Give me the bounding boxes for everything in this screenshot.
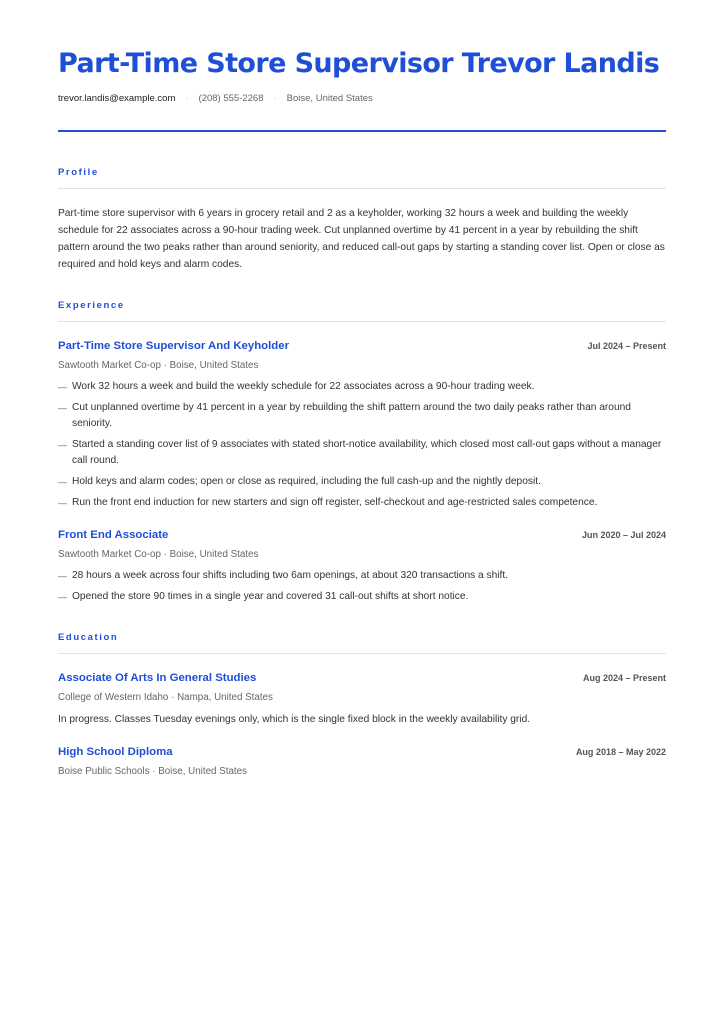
section-divider bbox=[58, 188, 666, 189]
section-divider bbox=[58, 321, 666, 322]
list-item: — Run the front end induction for new starters and sign off register, self-checkout and age-restricted sales competence. bbox=[58, 495, 666, 511]
degree-title: High School Diploma bbox=[58, 746, 173, 758]
entry-header bbox=[58, 338, 666, 354]
degree-dates: Aug 2024 – Present bbox=[582, 673, 666, 683]
experience-entry bbox=[58, 338, 666, 511]
entry-header bbox=[58, 670, 666, 686]
candidate-name: Part-Time Store Supervisor Trevor Landis bbox=[58, 48, 660, 79]
job-title: Part-Time Store Supervisor And Keyholder bbox=[58, 340, 290, 352]
contact-line bbox=[58, 92, 666, 106]
job-dates: Jun 2020 – Jul 2024 bbox=[581, 530, 666, 540]
employer-location: Sawtooth Market Co-op · Boise, United States bbox=[58, 549, 259, 560]
section-title-experience: Experience bbox=[58, 300, 125, 311]
contact-location: Boise, United States bbox=[286, 93, 373, 104]
school-location: Boise Public Schools · Boise, United States bbox=[58, 766, 247, 777]
job-bullets bbox=[58, 379, 666, 511]
list-item: — Cut unplanned overtime by 41 percent in a year by rebuilding the shift pattern around the two daily peaks rather than around seniority. bbox=[58, 400, 666, 432]
list-item: — Hold keys and alarm codes; open or close as required, including the full cash-up and the nightly deposit. bbox=[58, 474, 666, 490]
entry-header bbox=[58, 744, 666, 760]
job-title: Front End Associate bbox=[58, 529, 169, 541]
education-entry bbox=[58, 744, 666, 779]
section-divider bbox=[58, 653, 666, 654]
education-section bbox=[58, 631, 666, 779]
job-bullets bbox=[58, 568, 666, 605]
list-item: — 28 hours a week across four shifts including two 6am openings, at about 320 transactions a shift. bbox=[58, 568, 666, 584]
section-title-profile: Profile bbox=[58, 167, 99, 178]
entry-header bbox=[58, 527, 666, 543]
employer-location: Sawtooth Market Co-op · Boise, United States bbox=[58, 360, 259, 371]
school-location: College of Western Idaho · Nampa, United States bbox=[58, 692, 273, 703]
education-entry bbox=[58, 670, 666, 728]
profile-summary: Part-time store supervisor with 6 years in grocery retail and 2 as a keyholder, working 32 hours a week and building the weekly schedule for 22 associates across a 90-hour trading week. Cut unplanned overtime by 41 percent in a year by rebuilding the shift pattern around the two peaks rather than around seniority, and reduced call-out gaps by starting a standing cover list. Open or close as required and hold keys and alarm codes. bbox=[58, 208, 665, 270]
contact-phone[interactable]: (208) 555-2268 bbox=[198, 93, 264, 104]
list-item: — Opened the store 90 times in a single year and covered 31 call-out shifts at short notice. bbox=[58, 589, 666, 605]
section-title-education: Education bbox=[58, 632, 119, 643]
contact-separator: · bbox=[185, 93, 189, 104]
contact-separator: · bbox=[273, 93, 277, 104]
degree-note: In progress. Classes Tuesday evenings only, which is the single fixed block in the weekly availability grid. bbox=[58, 714, 531, 725]
degree-title: Associate Of Arts In General Studies bbox=[58, 672, 257, 684]
profile-section bbox=[58, 166, 666, 273]
header-divider bbox=[58, 130, 666, 132]
contact-email[interactable]: trevor.landis@example.com bbox=[58, 93, 176, 104]
experience-entry bbox=[58, 527, 666, 605]
list-item: — Work 32 hours a week and build the weekly schedule for 22 associates across a 90-hour trading week. bbox=[58, 379, 666, 395]
degree-dates: Aug 2018 – May 2022 bbox=[575, 747, 666, 757]
list-item: — Started a standing cover list of 9 associates with stated short-notice availability, which closed most call-out gaps without a manager call round. bbox=[58, 437, 666, 469]
experience-section bbox=[58, 299, 666, 605]
job-dates: Jul 2024 – Present bbox=[587, 341, 666, 351]
